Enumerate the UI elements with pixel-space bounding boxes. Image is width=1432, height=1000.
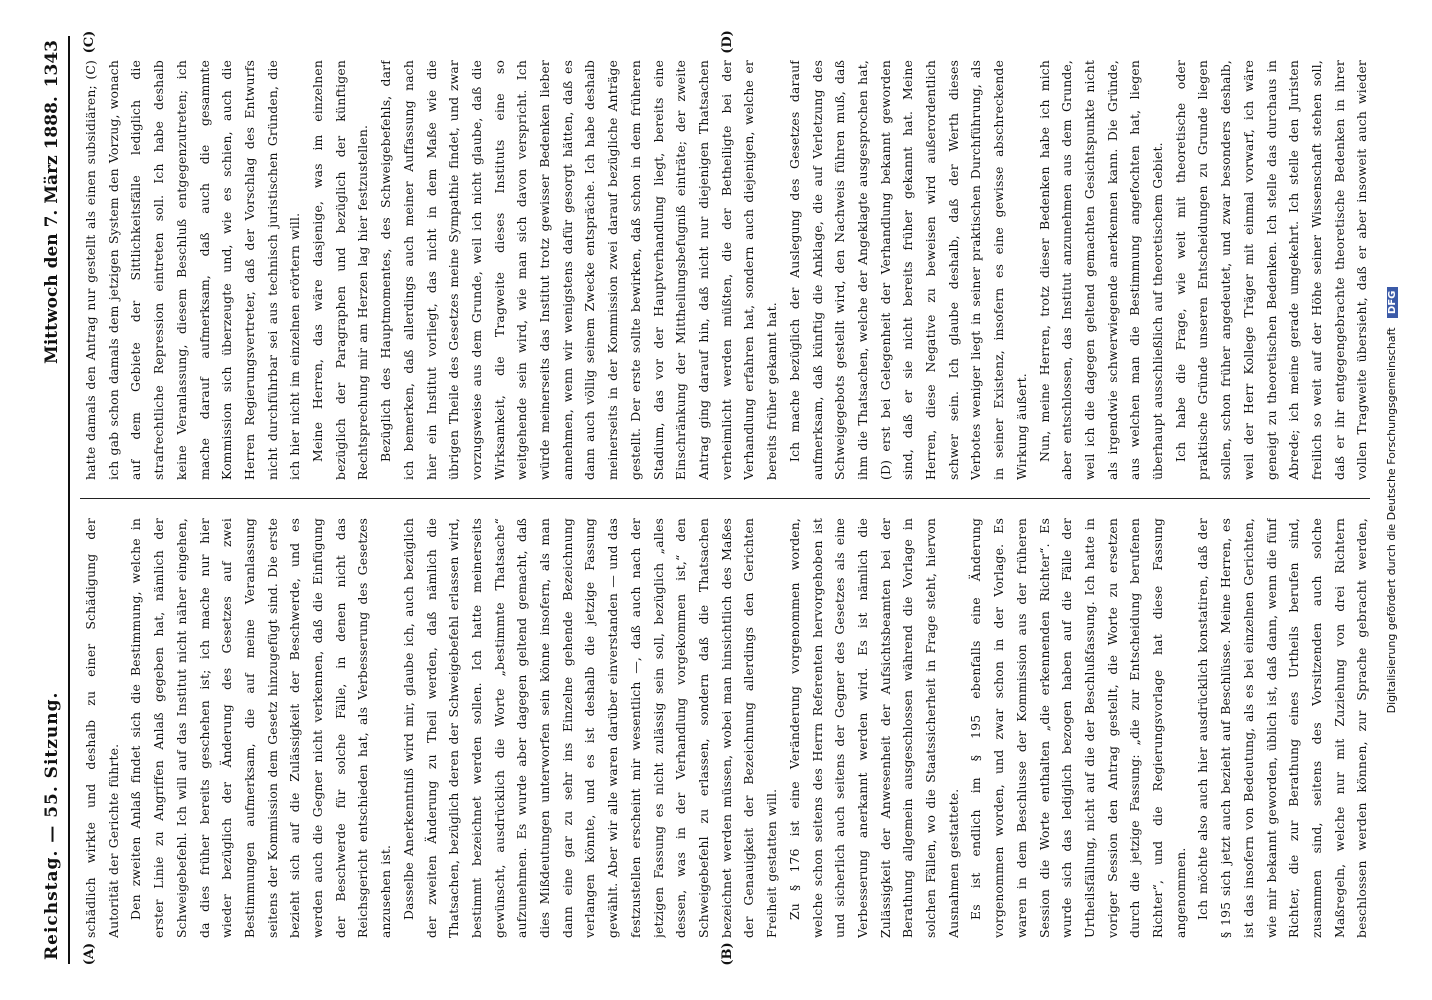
paragraph: Nun, meine Herren, trotz dieser Bedenken habe ich mich aber entschlossen, das Institut anzunehmen aus dem Grunde, weil ich die dagegen geltend gemachten Gesichtspunkte nicht als irgendwie schwerwiegende anerkennen kann. Die Gründe, aus welchen man die Bestimmung angefochten hat, liegen überhaupt ausschließlich auf theoretischem Gebiet.: [1036, 60, 1166, 480]
paragraph: Bezüglich des Hauptmomentes, des Schweigebefehls, darf ich bemerken, daß allerdings auch meiner Auffassung nach hier ein Institut vorliegt, das nicht in dem Maße wie die übrigen Theile des Gesetzes meine Sympathie findet, und zwar vorzugsweise aus dem Grunde, weil ich nicht glaube, daß die Wirksamkeit, die Tragweite dieses Instituts eine so weitgehende sein wird, wie man sich davon verspricht. Ich würde meinerseits das Institut trotz gewisser Bedenken lieber annehmen, wenn wir wenigstens dafür gesorgt hätten, daß es dann auch völlig seinem Zwecke entspräche. Ich habe deshalb meinerseits in der Kommission zwei darauf bezügliche Anträge gestellt. Der erste sollte bewirken, daß schon in dem früheren Stadium, das vor der Hauptverhandlung liegt, bereits eine Einschränkung der Mittheilungsbefugniß einträte; der zweite Antrag ging darauf hin, daß nicht nur diejenigen Thatsachen verheimlicht werden müßten, die der Betheiligte bei der Verhandlung erfahren hat, sondern auch diejenigen, welche er bereits früher gekannt hat.: [378, 60, 780, 480]
paragraph: Es ist endlich im § 195 ebenfalls eine Änderung vorgenommen worden, und zwar schon in der Vorlage. Es waren in dem Beschlusse der Kommission aus der früheren Session die Worte enthalten „die erkennenden Richter“. Es wurde sich das lediglich bezogen haben auf die Fälle der Urtheilsfällung, nicht auf die der Beschlußfassung. Ich hatte in voriger Session den Antrag gestellt, die Worte zu ersetzen durch die jetzige Fassung: „die zur Entscheidung berufenen Richter“, und die Regierungsvorlage hat diese Fassung angenommen.: [968, 518, 1188, 938]
paragraph: Meine Herren, das wäre dasjenige, was im einzelnen bezüglich der Paragraphen und bezüglich der künftigen Rechtsprechung mir am Herzen lag hier festzustellen.: [310, 60, 371, 480]
margin-marker-b: (B): [720, 942, 735, 966]
paragraph: Ich mache bezüglich der Auslegung des Gesetzes darauf aufmerksam, daß künftig die Anklage, die auf Verletzung des Schweigegebots gestellt wird, den Nachweis führen muß, daß ihm die Thatsachen, welche der Angeklagte ausgesprochen hat, (D) erst bei Gelegenheit der Verhandlung bekannt geworden sind, daß er sie nicht bereits früher gekannt hat. Meine Herren, diese Negative zu beweisen wird außerordentlich schwer sein. Ich glaube deshalb, daß der Werth dieses Verbotes weniger liegt in seiner praktischen Durchführung, als in seiner Existenz, insofern es eine gewisse abschreckende Wirkung äußert.: [786, 60, 1029, 480]
text-column-right: [80, 60, 1370, 480]
paragraph: Den zweiten Anlaß findet sich die Bestimmung, welche in erster Linie zu Angriffen Anlaß gegeben hat, nämlich der Schweigebefehl. Ich will auf das Institut nicht näher eingehen, da dies früher bereits geschehen ist; ich mache nur hier wieder bezüglich der Änderung des Gesetzes auf zwei Bestimmungen aufmerksam, die auf meine Veranlassung seitens der Kommission dem Gesetz hinzugefügt sind. Die erste bezieht sich auf die Zulässigkeit der Beschwerde, und es werden auch die Gegner nicht verkennen, daß die Einfügung der Beschwerde für solche Fälle, in denen nicht das Reichsgericht entschieden hat, als Verbesserung des Gesetzes anzusehen ist.: [128, 518, 394, 938]
paragraph: Ich möchte also auch hier ausdrücklich konstatiren, daß der § 195 sich jetzt auch bezieht auf Beschlüsse. Meine Herren, es ist das insofern von Bedeutung, als es bei einzelnen Gerichten, wie mir bekannt geworden, üblich ist, daß dann, wenn die fünf Richter, die zur Berathung eines Urtheils berufen sind, zusammen sind, seitens des Vorsitzenden auch solche Maßregeln, welche nur mit Zuziehung von drei Richtern beschlossen werden können, zur Sprache gebracht werden,: [1195, 518, 1370, 938]
paragraph: Dasselbe Anerkenntniß wird mir, glaube ich, auch bezüglich der zweiten Änderung zu Theil werden, daß nämlich die Thatsachen, bezüglich deren der Schweigebefehl erlassen wird, bestimmt bezeichnet werden sollen. Ich hatte meinerseits gewünscht, ausdrücklich die Worte „bestimmte Thatsache“ aufzunehmen. Es wurde aber dagegen geltend gemacht, daß dies Mißdeutungen unterworfen sein könne insofern, als man dann eine gar zu sehr ins Einzelne gehende Bezeichnung verlangen könnte, und es ist deshalb die jetzige Fassung gewählt. Aber wir alle waren darüber einverstanden — und das festzustellen erscheint mir wesentlich —, daß auch nach der jetzigen Fassung es nicht zulässig sein soll, bezüglich „alles dessen, was in der Verhandlung vorgekommen ist,“ den Schweigebefehl zu erlassen, sondern daß die Thatsachen bezeichnet werden müssen, wobei man hinsichtlich des Maßes der Genauigkeit der Bezeichnung allerdings den Gerichten Freiheit gestatten will.: [400, 518, 780, 938]
margin-marker-c: (C): [82, 30, 97, 54]
page-number: 1343: [42, 40, 62, 88]
header-date: Mittwoch den 7. März 1888.: [42, 96, 62, 364]
paragraph: schädlich wirkte und deshalb zu einer Schädigung der Autorität der Gerichte führte.: [83, 518, 121, 938]
text-column-left: [80, 518, 1370, 938]
column-divider: [80, 498, 1370, 499]
margin-marker-a: (A): [82, 942, 97, 966]
digitization-credit: [1385, 120, 1398, 880]
margin-marker-d: (D): [720, 30, 735, 54]
paragraph: hatte damals den Antrag nur gestellt als einen subsidiären; (C) ich gab schon damals dem jetzigen System den Vorzug, wonach auf dem Gebiete der Sittlichkeitsfälle lediglich die strafrechtliche Repression eintreten soll. Ich habe deshalb keine Veranlassung, diesem Beschluß entgegenzutreten; ich mache darauf aufmerksam, daß auch die gesammte Kommission sich überzeugte und, wie es schien, auch die Herren Regierungsvertreter, daß der Vorschlag des Entwurfs nicht durchführbar sei aus technisch juristischen Gründen, die ich hier nicht im einzelnen erörtern will.: [83, 60, 303, 480]
paragraph: Ich habe die Frage, wie weit mit theoretische oder praktische Gründe unseren Entscheidungen zu Grunde liegen sollen, schon früher angedeutet, und zwar besonders deshalb, weil der Herr Kollege Träger mit einmal vorwarf, ich wäre geneigt zu theoretischen Bedenken. Ich stelle das durchaus in Abrede; ich meine gerade umgekehrt. Ich stelle den Juristen freilich so weit auf der Höhe seiner Wissenschaft stehen soll, daß er ihr entgegengebrachte theoretische Bedenken in ihrer vollen Tragweite übersieht, daß er aber insoweit auch wieder: [1172, 60, 1370, 480]
credit-text: Digitalisierung gefördert durch die Deutsche Forschungsgemeinschaft: [1385, 327, 1398, 714]
paragraph: Zu § 176 ist eine Veränderung vorgenommen worden, welche schon seitens des Herrn Referenten hervorgehoben ist und sicherlich auch seitens der Gegner des Gesetzes als eine Verbesserung anerkannt werden wird. Es ist nämlich die Zulässigkeit der Anwesenheit der Aufsichtsbeamten bei der Berathung allgemein ausgeschlossen während die Vorlage in solchen Fällen, wo die Staatssicherheit in Frage steht, hiervon Ausnahmen gestattete.: [786, 518, 961, 938]
dfg-logo: DFG: [1387, 287, 1398, 318]
page-header: [28, 36, 70, 964]
header-session: Reichstag. — 55. Sitzung.: [42, 691, 62, 960]
